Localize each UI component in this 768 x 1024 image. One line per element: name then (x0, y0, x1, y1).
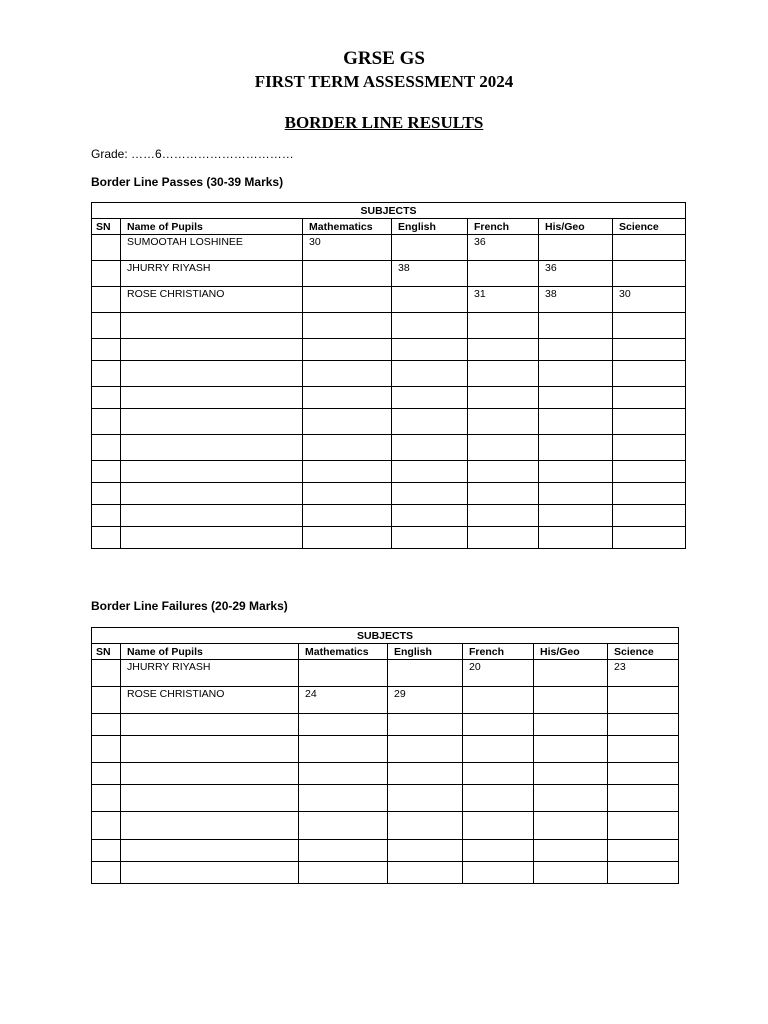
table-cell (92, 339, 121, 361)
table-cell (613, 483, 686, 505)
column-header: SN (92, 644, 121, 660)
table-cell (388, 862, 463, 884)
table-cell (92, 785, 121, 812)
table-cell (463, 862, 534, 884)
table-row (92, 387, 686, 409)
column-header: SN (92, 219, 121, 235)
column-header-row (92, 219, 686, 235)
table-cell (92, 812, 121, 840)
table-cell (534, 862, 608, 884)
table-row (92, 714, 679, 736)
table-cell (392, 483, 468, 505)
table-cell (539, 409, 613, 435)
table-cell (392, 313, 468, 339)
table-cell (534, 840, 608, 862)
table-row (92, 313, 686, 339)
table-cell (463, 736, 534, 763)
subjects-header-row (92, 203, 686, 219)
table-cell (468, 435, 539, 461)
table-cell (608, 736, 679, 763)
table-cell (392, 339, 468, 361)
pupil-name-cell: ROSE CHRISTIANO (121, 687, 299, 714)
passes-table (91, 202, 686, 549)
table-cell (463, 687, 534, 714)
column-header: Mathematics (299, 644, 388, 660)
pupil-name-cell: SUMOOTAH LOSHINEE (121, 235, 303, 261)
table-cell (468, 339, 539, 361)
table-cell: 24 (299, 687, 388, 714)
pupil-name-cell (121, 714, 299, 736)
passes-heading: Border Line Passes (30-39 Marks) (91, 175, 284, 189)
table-cell (539, 387, 613, 409)
table-cell: 31 (468, 287, 539, 313)
table-cell (608, 812, 679, 840)
table-cell (539, 235, 613, 261)
results-title: BORDER LINE RESULTS (284, 113, 484, 132)
table-row (92, 235, 686, 261)
table-cell (303, 461, 392, 483)
table-cell: 38 (539, 287, 613, 313)
table-cell (92, 483, 121, 505)
table-row (92, 287, 686, 313)
table-cell (539, 483, 613, 505)
table-row (92, 461, 686, 483)
table-cell (392, 287, 468, 313)
table-cell: 30 (303, 235, 392, 261)
column-header: English (392, 219, 468, 235)
table-cell: 36 (468, 235, 539, 261)
pupil-name-cell: JHURRY RIYASH (121, 660, 299, 687)
table-cell (92, 505, 121, 527)
table-cell (392, 387, 468, 409)
table-cell (468, 409, 539, 435)
pupil-name-cell (121, 785, 299, 812)
table-cell: 36 (539, 261, 613, 287)
table-cell (92, 361, 121, 387)
table-row (92, 660, 679, 687)
column-header: English (388, 644, 463, 660)
pupil-name-cell (121, 461, 303, 483)
table-cell (92, 313, 121, 339)
column-header: Name of Pupils (121, 644, 299, 660)
table-cell (92, 387, 121, 409)
table-cell (392, 527, 468, 549)
table-row (92, 361, 686, 387)
column-header-row (92, 644, 679, 660)
table-cell (303, 361, 392, 387)
table-cell (613, 313, 686, 339)
table-cell (463, 840, 534, 862)
table-cell (303, 435, 392, 461)
table-row (92, 687, 679, 714)
table-cell (468, 313, 539, 339)
subjects-header-row (92, 628, 679, 644)
pupil-name-cell: JHURRY RIYASH (121, 261, 303, 287)
table-cell (613, 339, 686, 361)
table-cell (539, 505, 613, 527)
table-row (92, 505, 686, 527)
table-cell (303, 505, 392, 527)
pupil-name-cell (121, 409, 303, 435)
table-cell (388, 660, 463, 687)
table-row (92, 527, 686, 549)
table-cell (613, 235, 686, 261)
table-cell (299, 812, 388, 840)
column-header: Name of Pupils (121, 219, 303, 235)
table-cell: 20 (463, 660, 534, 687)
assessment-title: FIRST TERM ASSESSMENT 2024 (254, 72, 514, 91)
table-row (92, 409, 686, 435)
pupil-name-cell: ROSE CHRISTIANO (121, 287, 303, 313)
table-row (92, 435, 686, 461)
table-cell (534, 763, 608, 785)
pupil-name-cell (121, 483, 303, 505)
pupil-name-cell (121, 736, 299, 763)
table-cell (92, 840, 121, 862)
table-cell (392, 505, 468, 527)
table-cell (392, 361, 468, 387)
table-cell (392, 409, 468, 435)
table-row (92, 763, 679, 785)
table-cell (608, 840, 679, 862)
table-cell (463, 714, 534, 736)
table-cell (608, 785, 679, 812)
column-header: Science (608, 644, 679, 660)
table-cell (608, 687, 679, 714)
table-cell: 38 (392, 261, 468, 287)
pupil-name-cell (121, 361, 303, 387)
failures-table (91, 627, 679, 884)
table-cell: 30 (613, 287, 686, 313)
table-row (92, 812, 679, 840)
table-cell (92, 287, 121, 313)
column-header: His/Geo (534, 644, 608, 660)
table-row (92, 785, 679, 812)
pupil-name-cell (121, 840, 299, 862)
table-cell (388, 714, 463, 736)
table-row (92, 261, 686, 287)
table-cell (92, 261, 121, 287)
table-cell (92, 714, 121, 736)
table-row (92, 736, 679, 763)
table-cell (539, 339, 613, 361)
table-cell (613, 409, 686, 435)
table-cell (388, 763, 463, 785)
table-cell (463, 812, 534, 840)
table-cell (299, 660, 388, 687)
table-cell (534, 714, 608, 736)
column-header: French (468, 219, 539, 235)
table-row (92, 862, 679, 884)
subjects-label: SUBJECTS (92, 628, 679, 644)
table-cell (534, 660, 608, 687)
table-cell (463, 763, 534, 785)
table-cell (539, 361, 613, 387)
pupil-name-cell (121, 435, 303, 461)
pupil-name-cell (121, 505, 303, 527)
pupil-name-cell (121, 862, 299, 884)
school-name: GRSE GS (343, 48, 425, 69)
table-cell (92, 763, 121, 785)
table-cell (608, 763, 679, 785)
table-cell (534, 785, 608, 812)
table-cell (468, 461, 539, 483)
column-header: French (463, 644, 534, 660)
column-header: His/Geo (539, 219, 613, 235)
table-cell (388, 785, 463, 812)
table-cell (303, 313, 392, 339)
table-cell (539, 461, 613, 483)
table-cell (468, 483, 539, 505)
table-cell: 23 (608, 660, 679, 687)
table-row (92, 483, 686, 505)
table-cell (463, 785, 534, 812)
table-cell (388, 736, 463, 763)
table-cell (468, 505, 539, 527)
table-cell (299, 840, 388, 862)
table-cell (608, 714, 679, 736)
table-cell (299, 736, 388, 763)
table-cell (539, 435, 613, 461)
pupil-name-cell (121, 387, 303, 409)
table-cell (303, 261, 392, 287)
table-cell (388, 840, 463, 862)
table-cell (613, 527, 686, 549)
table-cell (299, 862, 388, 884)
grade-line: Grade: ……6…………………………… (91, 147, 294, 161)
table-cell (92, 660, 121, 687)
table-cell (613, 387, 686, 409)
table-cell (92, 409, 121, 435)
table-cell (392, 461, 468, 483)
table-cell (92, 235, 121, 261)
table-cell (92, 736, 121, 763)
pupil-name-cell (121, 763, 299, 785)
table-cell (613, 461, 686, 483)
subjects-label: SUBJECTS (92, 203, 686, 219)
table-cell (388, 812, 463, 840)
pupil-name-cell (121, 313, 303, 339)
pupil-name-cell (121, 527, 303, 549)
table-cell (303, 387, 392, 409)
table-cell (303, 409, 392, 435)
table-cell (299, 785, 388, 812)
table-cell (534, 687, 608, 714)
table-cell (539, 527, 613, 549)
table-cell (608, 862, 679, 884)
table-cell (613, 361, 686, 387)
table-row (92, 339, 686, 361)
column-header: Mathematics (303, 219, 392, 235)
table-cell: 29 (388, 687, 463, 714)
table-cell (92, 862, 121, 884)
table-cell (92, 461, 121, 483)
table-cell (92, 527, 121, 549)
table-cell (613, 435, 686, 461)
table-cell (468, 261, 539, 287)
table-cell (468, 527, 539, 549)
table-row (92, 840, 679, 862)
table-cell (468, 361, 539, 387)
table-cell (92, 687, 121, 714)
table-cell (534, 736, 608, 763)
pupil-name-cell (121, 812, 299, 840)
table-cell (392, 435, 468, 461)
table-cell (539, 313, 613, 339)
failures-heading: Border Line Failures (20-29 Marks) (91, 599, 288, 613)
table-cell (299, 763, 388, 785)
table-cell (468, 387, 539, 409)
table-cell (613, 261, 686, 287)
table-cell (303, 339, 392, 361)
table-cell (303, 483, 392, 505)
table-cell (92, 435, 121, 461)
table-cell (534, 812, 608, 840)
table-cell (613, 505, 686, 527)
table-cell (303, 287, 392, 313)
pupil-name-cell (121, 339, 303, 361)
column-header: Science (613, 219, 686, 235)
table-cell (392, 235, 468, 261)
table-cell (303, 527, 392, 549)
table-cell (299, 714, 388, 736)
